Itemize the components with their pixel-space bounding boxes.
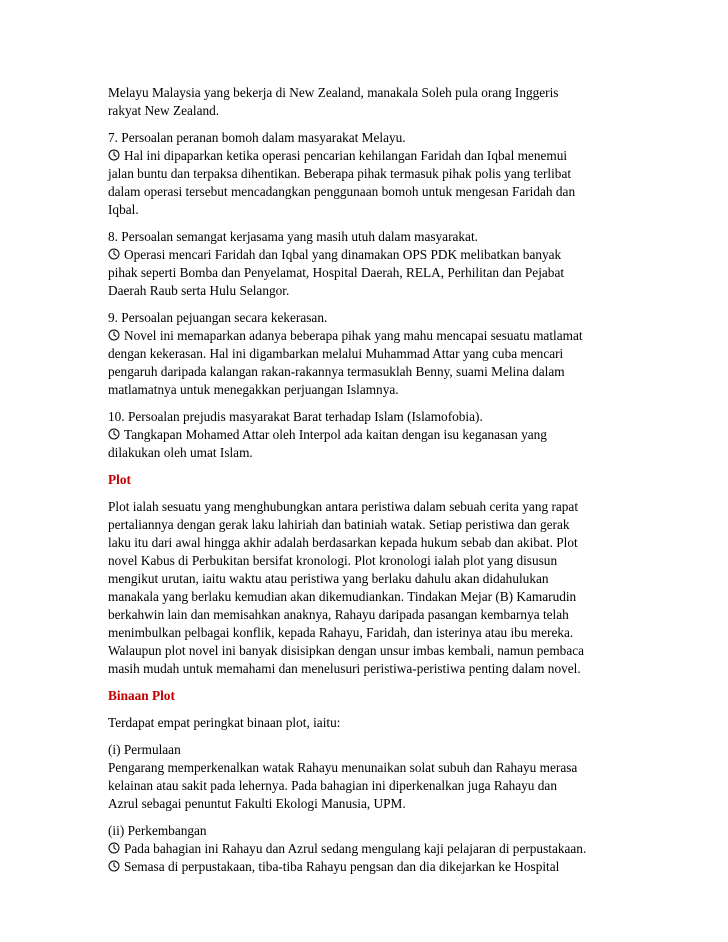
line-text: rakyat New Zealand. bbox=[108, 103, 220, 118]
text-line bbox=[108, 570, 628, 588]
bullet-line bbox=[108, 840, 628, 858]
line-text: Iqbal. bbox=[108, 202, 139, 217]
line-text: Novel ini memaparkan adanya beberapa pihak yang mahu mencapai sesuatu matlamat bbox=[124, 328, 583, 343]
paragraph bbox=[108, 741, 628, 813]
text-line bbox=[108, 309, 628, 327]
text-line bbox=[108, 102, 628, 120]
paragraph bbox=[108, 84, 628, 120]
text-line bbox=[108, 642, 628, 660]
bullet-line bbox=[108, 327, 628, 345]
line-text: Azrul sebagai penuntut Fakulti Ekologi Manusia, UPM. bbox=[108, 796, 406, 811]
text-line bbox=[108, 552, 628, 570]
text-line bbox=[108, 498, 628, 516]
line-text: Walaupun plot novel ini banyak disisipkan dengan unsur imbas kembali, namun pembaca bbox=[108, 643, 585, 658]
text-line bbox=[108, 741, 628, 759]
text-line bbox=[108, 363, 628, 381]
line-text: Pada bahagian ini Rahayu dan Azrul sedang mengulang kaji pelajaran di perpustakaan. bbox=[124, 841, 587, 856]
line-text: pengaruh daripada kalangan rakan-rakannya termasuklah Benny, suami Melina dalam bbox=[108, 364, 565, 379]
line-text: dalam operasi tersebut mencadangkan penggunaan bomoh untuk mengesan Faridah dan bbox=[108, 184, 576, 199]
paragraph bbox=[108, 498, 628, 678]
text-line bbox=[108, 84, 628, 102]
text-line bbox=[108, 381, 628, 399]
text-line bbox=[108, 228, 628, 246]
text-line bbox=[108, 822, 628, 840]
text-line bbox=[108, 624, 628, 642]
line-text: Daerah Raub serta Hulu Selangor. bbox=[108, 283, 290, 298]
line-text: Melayu Malaysia yang bekerja di New Zealand, manakala Soleh pula orang Inggeris bbox=[108, 85, 559, 100]
text-line bbox=[108, 534, 628, 552]
line-text: novel Kabus di Perbukitan bersifat kronologi. Plot kronologi ialah plot yang disusun bbox=[108, 553, 558, 568]
bullet-line bbox=[108, 858, 628, 876]
text-line bbox=[108, 345, 628, 363]
line-text: Terdapat empat peringkat binaan plot, iaitu: bbox=[108, 715, 341, 730]
line-text: 7. Persoalan peranan bomoh dalam masyarakat Melayu. bbox=[108, 130, 406, 145]
line-text: berkahwin lain dan memisahkan anaknya, Rahayu daripada pasangan kembarnya telah bbox=[108, 607, 569, 622]
line-text: Tangkapan Mohamed Attar oleh Interpol ada kaitan dengan isu keganasan yang bbox=[124, 427, 547, 442]
text-line bbox=[108, 588, 628, 606]
line-text: Operasi mencari Faridah dan Iqbal yang dinamakan OPS PDK melibatkan banyak bbox=[124, 247, 562, 262]
bullet-line bbox=[108, 147, 628, 165]
line-text: jalan buntu dan terpaksa dihentikan. Beberapa pihak termasuk pihak polis yang terlibat bbox=[108, 166, 572, 181]
text-line bbox=[108, 606, 628, 624]
line-text: laku itu dari awal hingga akhir adalah berdasarkan kepada hukum sebab dan akibat. Plot bbox=[108, 535, 578, 550]
bullet-line bbox=[108, 246, 628, 264]
bullet-line bbox=[108, 426, 628, 444]
clock-bullet-icon bbox=[108, 842, 120, 854]
line-text: Plot ialah sesuatu yang menghubungkan antara peristiwa dalam sebuah cerita yang rapat bbox=[108, 499, 579, 514]
section-heading: Binaan Plot bbox=[108, 688, 175, 703]
clock-bullet-icon bbox=[108, 860, 120, 872]
text-line bbox=[108, 516, 628, 534]
line-text: Pengarang memperkenalkan watak Rahayu menunaikan solat subuh dan Rahayu merasa bbox=[108, 760, 578, 775]
line-text: 10. Persoalan prejudis masyarakat Barat terhadap Islam (Islamofobia). bbox=[108, 409, 483, 424]
text-line bbox=[108, 183, 628, 201]
text-line bbox=[108, 714, 628, 732]
line-text: Hal ini dipaparkan ketika operasi pencarian kehilangan Faridah dan Iqbal menemui bbox=[124, 148, 568, 163]
text-line bbox=[108, 282, 628, 300]
text-line bbox=[108, 264, 628, 282]
line-text: dengan kekerasan. Hal ini digambarkan melalui Muhammad Attar yang cuba mencari bbox=[108, 346, 564, 361]
text-line bbox=[108, 129, 628, 147]
line-text: matlamatnya untuk menegakkan perjuangan Islamnya. bbox=[108, 382, 399, 397]
line-text: pihak seperti Bomba dan Penyelamat, Hospital Daerah, RELA, Perhilitan dan Pejabat bbox=[108, 265, 565, 280]
line-text: (ii) Perkembangan bbox=[108, 823, 207, 838]
document-page bbox=[108, 84, 628, 885]
line-text: mengikut urutan, iaitu waktu atau peristiwa yang berlaku dahulu akan didahulukan bbox=[108, 571, 549, 586]
line-text: 9. Persoalan pejuangan secara kekerasan. bbox=[108, 310, 328, 325]
text-line bbox=[108, 165, 628, 183]
paragraph bbox=[108, 309, 628, 399]
text-line bbox=[108, 759, 628, 777]
line-text: Semasa di perpustakaan, tiba-tiba Rahayu pengsan dan dia dikejarkan ke Hospital bbox=[124, 859, 560, 874]
clock-bullet-icon bbox=[108, 428, 120, 440]
clock-bullet-icon bbox=[108, 329, 120, 341]
text-line bbox=[108, 660, 628, 678]
text-line bbox=[108, 444, 628, 462]
text-line bbox=[108, 795, 628, 813]
paragraph bbox=[108, 714, 628, 732]
line-text: dilakukan oleh umat Islam. bbox=[108, 445, 253, 460]
clock-bullet-icon bbox=[108, 248, 120, 260]
text-line bbox=[108, 408, 628, 426]
paragraph bbox=[108, 822, 628, 876]
line-text: (i) Permulaan bbox=[108, 742, 181, 757]
paragraph bbox=[108, 228, 628, 300]
line-text: masih mudah untuk memahami dan menelusuri peristiwa-peristiwa penting dalam novel. bbox=[108, 661, 581, 676]
section-heading: Plot bbox=[108, 472, 131, 487]
line-text: manakala yang berlaku kemudian akan dikemudiankan. Tindakan Mejar (B) Kamarudin bbox=[108, 589, 577, 604]
line-text: 8. Persoalan semangat kerjasama yang masih utuh dalam masyarakat. bbox=[108, 229, 478, 244]
clock-bullet-icon bbox=[108, 149, 120, 161]
line-text: pertaliannya dengan gerak laku lahiriah dan batiniah watak. Setiap peristiwa dan gerak bbox=[108, 517, 570, 532]
text-line bbox=[108, 777, 628, 795]
text-line bbox=[108, 201, 628, 219]
paragraph bbox=[108, 408, 628, 462]
line-text: kelainan atau sakit pada lehernya. Pada bahagian ini diperkenalkan juga Rahayu dan bbox=[108, 778, 557, 793]
line-text: menimbulkan pelbagai konflik, kepada Rahayu, Faridah, dan isterinya atau ibu mereka. bbox=[108, 625, 574, 640]
paragraph bbox=[108, 129, 628, 219]
